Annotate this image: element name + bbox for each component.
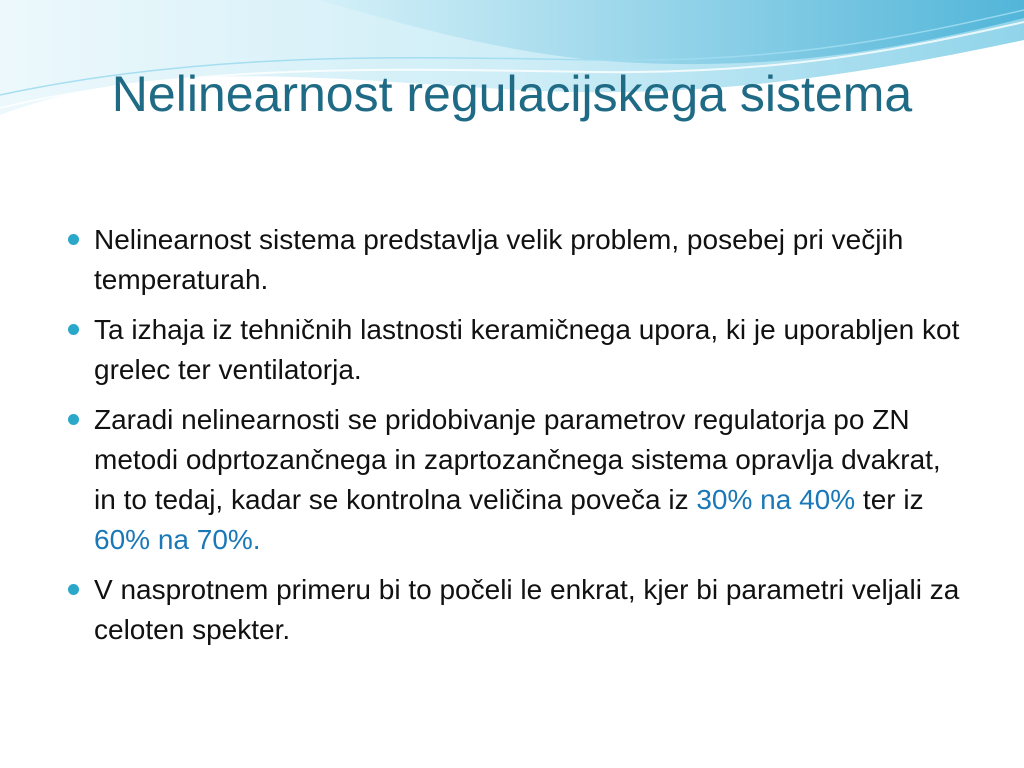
bullet-text: Ta izhaja iz tehničnih lastnosti keramičnega upora, ki je uporabljen kot grelec ter ventilatorja.: [94, 314, 960, 385]
bullet-dot-icon: [68, 584, 79, 595]
bullet-text: [94, 404, 941, 555]
bullet-text-part: Zaradi nelinearnosti se pridobivanje parametrov regulatorja po ZN metodi odprtozančnega in zaprtozančnega sistema opravlja dvakrat, in to tedaj, kadar se kontrolna veličina poveča iz: [94, 404, 941, 515]
bullet-item-4: [62, 570, 962, 650]
bullet-list: [62, 220, 962, 660]
bullet-dot-icon: [68, 414, 79, 425]
bullet-dot-icon: [68, 324, 79, 335]
bullet-dot-icon: [68, 234, 79, 245]
highlight-range-1: 30% na 40%: [696, 484, 856, 515]
bullet-item-1: [62, 220, 962, 300]
highlight-range-2: 60% na 70%.: [94, 524, 261, 555]
bullet-text: Nelinearnost sistema predstavlja velik problem, posebej pri večjih temperaturah.: [94, 224, 904, 295]
bullet-text: V nasprotnem primeru bi to počeli le enkrat, kjer bi parametri veljali za celoten spekter.: [94, 574, 960, 645]
bullet-item-3: [62, 400, 962, 560]
slide-title: Nelinearnost regulacijskega sistema: [111, 66, 913, 122]
bullet-item-2: [62, 310, 962, 390]
bullet-text-part: ter iz: [855, 484, 924, 515]
